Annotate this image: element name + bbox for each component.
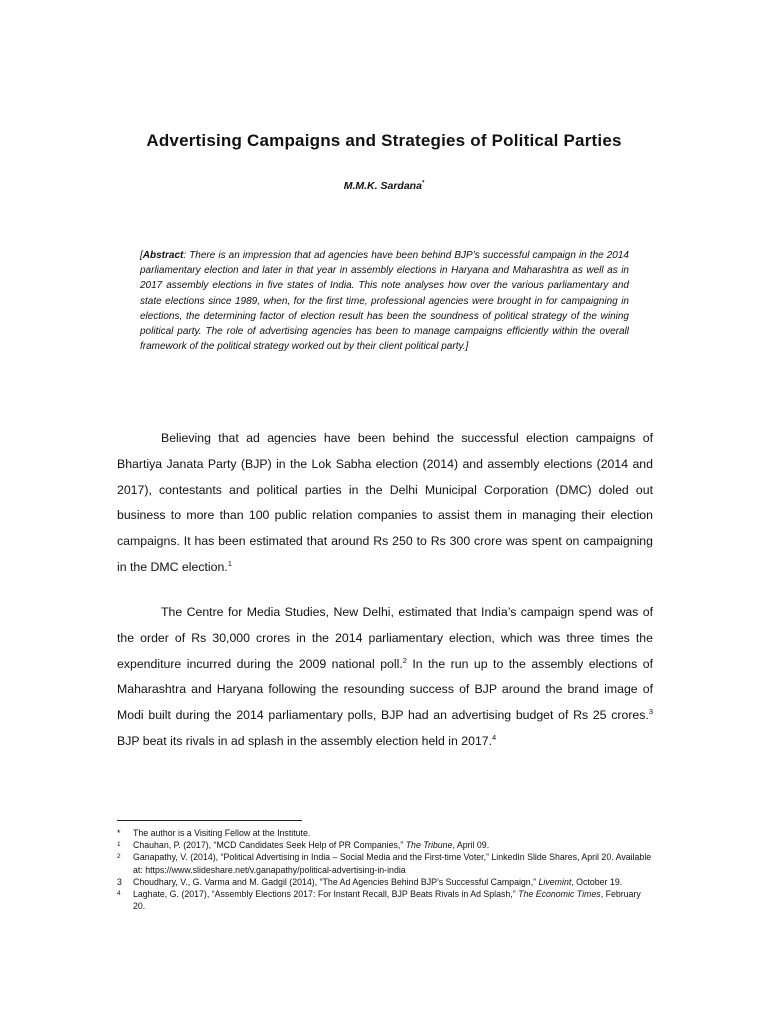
citation-text: Choudhary, V., G. Varma and M. Gadgil (2014), “The Ad Agencies Behind BJP’s Successful Campaign,” bbox=[133, 876, 539, 887]
footnote-separator bbox=[117, 820, 302, 821]
abstract-label: Abstract bbox=[142, 250, 184, 261]
citation-date: , April 09. bbox=[452, 840, 490, 851]
footnote-text bbox=[133, 888, 653, 912]
citation-date: , October 19. bbox=[571, 876, 623, 887]
footnote-mark: 1 bbox=[117, 841, 121, 849]
body-paragraph-2 bbox=[117, 600, 653, 755]
footnote-text bbox=[133, 839, 653, 851]
citation-source: Livemint bbox=[538, 876, 572, 887]
paragraph-2-text-part-1: The Centre for Media Studies, New Delhi, estimated that India’s campaign spend was of the order of Rs 30,000 crores in the 2014 parliamentary election, which was three times the expenditure incurred during the 2009 national poll. bbox=[117, 605, 653, 671]
footnote-1 bbox=[117, 839, 653, 851]
footnote-author bbox=[117, 827, 653, 839]
abstract-open-bracket: [ bbox=[140, 250, 143, 261]
footnote-ref-1[interactable]: 1 bbox=[227, 558, 232, 568]
citation-source: The Economic Times bbox=[518, 889, 601, 900]
footnote-ref-4[interactable]: 4 bbox=[492, 732, 497, 742]
author-name: M.M.K. Sardana bbox=[343, 180, 422, 192]
footnote-ref-3[interactable]: 3 bbox=[648, 707, 653, 717]
author-line bbox=[0, 180, 768, 192]
citation-text: Laghate, G. (2017), “Assembly Elections 2017: For Instant Recall, BJP Beats Rivals in Ad Splash,” bbox=[133, 889, 519, 900]
abstract-text: : There is an impression that ad agencies have been behind BJP’s successful campaign in the 2014 parliamentary election and later in that year in assembly elections in Haryana and Maharashtra as well as in 2017 assembly elections in five states of India. This note analyses how over the various parliamentary and state elections since 1989, when, for the first time, professional agencies were brought in for campaigning in elections, the determining factor of election result has been the soundness of political strategy of the wining political party. The role of advertising agencies has been to manage campaigns efficiently within the overall framework of the political strategy worked out by their client political party.] bbox=[140, 250, 629, 353]
footnote-2 bbox=[117, 851, 653, 875]
author-footnote-marker: * bbox=[421, 180, 425, 187]
body-paragraph-1 bbox=[117, 426, 653, 581]
footnotes bbox=[117, 827, 653, 912]
footnote-text: The author is a Visiting Fellow at the Institute. bbox=[133, 828, 311, 838]
abstract bbox=[140, 248, 629, 354]
footnote-mark: * bbox=[117, 828, 121, 838]
footnote-ref-2[interactable]: 2 bbox=[402, 655, 407, 665]
footnote-mark: 4 bbox=[117, 890, 121, 898]
footnote-3 bbox=[117, 876, 653, 888]
footnote-mark: 3 bbox=[117, 876, 122, 887]
footnote-4 bbox=[117, 888, 653, 912]
citation-text: Chauhan, P. (2017), “MCD Candidates Seek Help of PR Companies,” bbox=[133, 840, 406, 851]
paragraph-1-text: Believing that ad agencies have been behind the successful election campaigns of Bhartiya Janata Party (BJP) in the Lok Sabha election (2014) and assembly elections (2014 and 2017), contestants and political parties in the Delhi Municipal Corporation (DMC) doled out business to more than 100 public relation companies to assist them in managing their election campaigns. It has been estimated that around Rs 250 to Rs 300 crore was spent on campaigning in the DMC election. bbox=[117, 431, 653, 574]
citation-date: , February 20. bbox=[133, 889, 641, 912]
paragraph-2-text-part-3: BJP beat its rivals in ad splash in the assembly election held in 2017. bbox=[117, 733, 493, 748]
paragraph-2-text-part-2: In the run up to the assembly elections of Maharashtra and Haryana following the resounding success of BJP around the brand image of Modi built during the 2014 parliamentary polls, BJP had an advertising budget of Rs 25 crores. bbox=[117, 656, 653, 723]
footnote-text: Ganapathy, V. (2014), “Political Advertising in India – Social Media and the First-time Voter,” LinkedIn Slide Shares, April 20. Available at: https://www.slideshare.net/v.ganapathy/political-advertising-in-india bbox=[133, 852, 652, 875]
footnote-text bbox=[133, 876, 653, 888]
paper-title: Advertising Campaigns and Strategies of Political Parties bbox=[146, 131, 622, 150]
citation-source: The Tribune bbox=[405, 840, 453, 851]
footnote-mark: 2 bbox=[117, 853, 121, 861]
